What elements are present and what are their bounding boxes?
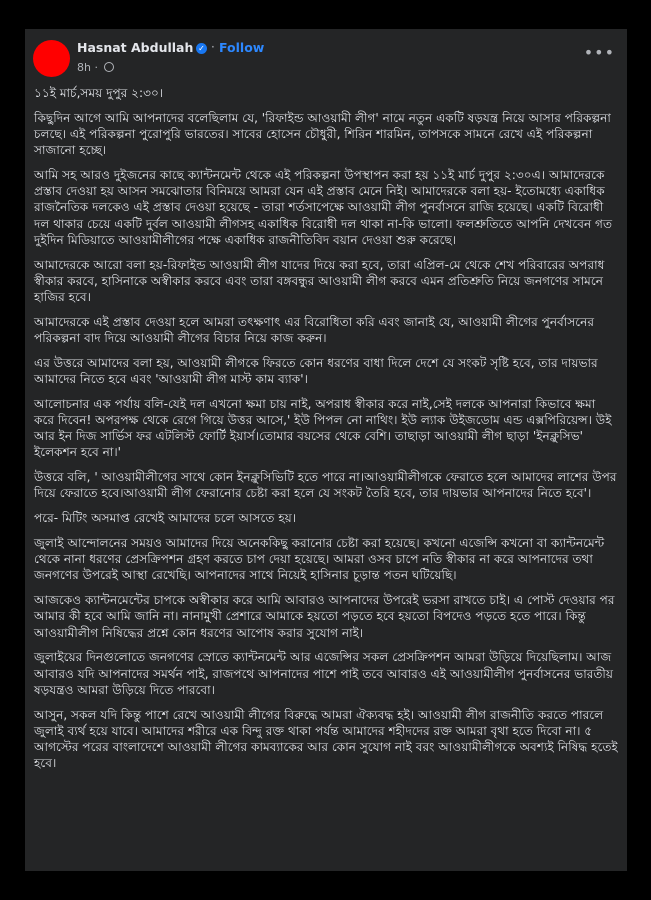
author-name[interactable]: Hasnat Abdullah xyxy=(77,40,194,55)
post-time[interactable]: 8h xyxy=(77,61,91,74)
post-paragraph: কিছুদিন আগে আমি আপনাদের বলেছিলাম যে, 'রিফাইন্ড আওয়ামী লীগ' নামে নতুন একটি ষড়যন্ত্র নিয়ে আসার পরিকল্পনা চলছে। এই পরিকল্পনা পুরোপুরি ভারতের। সাবের হোসেন চৌধুরী, শিরিন শারমিন, তাপসকে সামনে রেখে এই পরিকল্পনা সাজানো হচ্ছে। xyxy=(34,110,611,158)
separator-dot: · xyxy=(211,40,215,54)
post-paragraph: আজকেও ক্যান্টনমেন্টের চাপকে অস্বীকার করে আমি আবারও আপনাদের উপরেই ভরসা রাখতে চাই। এ পোস্ট দেওয়ার পর আমার কী হবে আমি জানি না। নানামুখী প্রেশারে আমাকে হয়তো পড়তে হবে হয়তো বিপদেও পড়তে হতে পারে। কিন্তু আওয়ামীলীগ নিষিদ্ধের প্রশ্নে কোন ধরণের আপোষ করার সুযোগ নাই। xyxy=(34,593,615,640)
verified-badge-icon: ✓ xyxy=(196,43,207,54)
post-header xyxy=(25,29,627,81)
meta-separator: · xyxy=(94,61,98,74)
post-paragraph: জুলাইয়ের দিনগুলোতে জনগণের স্রোতে ক্যান্টনমেন্ট আর এজেন্সির সকল প্রেসক্রিপশন আমরা উড়িয়ে দিয়েছিলাম। আজ আবারও যদি আপনাদের সমর্থন পাই, রাজপথে আপনাদের পাশে পাই তবে আবারও এই আওয়ামীলীগ পুনর্বাসনের ভারতীয় ষড়যন্ত্রও আমরা উড়িয়ে দিতে পারবো। xyxy=(34,650,614,697)
post-paragraph: আসুন, সকল যদি কিন্তু পাশে রেখে আওয়ামী লীগের বিরুদ্ধে আমরা ঐক্যবদ্ধ হই। আওয়ামী লীগ রাজনীতি করতে পারলে জুলাই ব্যর্থ হয়ে যাবে। আমাদের শরীরে এক বিন্দু রক্ত থাকা পর্যন্ত আমাদের শহীদদের রক্ত আমরা বৃথা হতে দিবো না। ৫ আগস্টের পরের বাংলাদেশে আওয়ামী লীগের কামব্যাকের আর কোন সুযোগ নাই বরং আওয়ামীলীগকে অবশ্যই নিষিদ্ধ হতেই হবে। xyxy=(34,707,618,771)
post-paragraph: পরে- মিটিং অসমাপ্ত রেখেই আমাদের চলে আসতে হয়। xyxy=(34,511,297,526)
post-paragraph: ১১ই মার্চ,সময় দুপুর ২:৩০। xyxy=(34,86,164,100)
post-paragraph: আমাদেরকে এই প্রস্তাব দেওয়া হলে আমরা তৎক্ষণাৎ এর বিরোধিতা করি এবং জানাই যে, আওয়ামী লীগের পুনর্বাসনের পরিকল্পনা বাদ দিয়ে আওয়ামী লীগের বিচার নিয়ে কাজ করুন। xyxy=(34,314,595,346)
globe-icon xyxy=(104,62,114,72)
post-meta xyxy=(77,61,114,74)
post-paragraph: আলোচনার এক পর্যায় বলি-যেই দল এখনো ক্ষমা চায় নাই, অপরাধ স্বীকার করে নাই,সেই দলকে আপনারা কিভাবে ক্ষমা করে দিবেন! অপরপক্ষ থেকে রেগে গিয়ে উত্তর আসে,' ইউ পিপল নো নাথিং। ইউ ল্যাক উইজডোম এন্ড এক্সপিরিয়েন্স। উই আর ইন দিজ সার্ভিস ফর এটলিস্ট ফোর্টি ইয়ার্স।তোমার বয়সের থেকে বেশি। তাছাড়া আওয়ামী লীগ ছাড়া 'ইনক্লুসিভ' ইলেকশন হবে না।' xyxy=(34,396,612,460)
avatar[interactable] xyxy=(33,40,70,77)
post-paragraph: আমাদেরকে আরো বলা হয়-রিফাইন্ড আওয়ামী লীগ যাদের দিয়ে করা হবে, তারা এপ্রিল-মে থেকে শেখ পরিবারের অপরাধ স্বীকার করবে, হাসিনাকে অস্বীকার করবে এবং তারা বঙ্গবন্ধুর আওয়ামী লীগ করবে এমন প্রতিশ্রুতি নিয়ে জনগণের সামনে হাজির হবে। xyxy=(34,257,605,305)
post-paragraph: এর উত্তরে আমাদের বলা হয়, আওয়ামী লীগকে ফিরতে কোন ধরণের বাধা দিলে দেশে যে সংকট সৃষ্টি হবে, তার দায়ভার আমাদের নিতে হবে এবং 'আওয়ামী লীগ মাস্ট কাম ব্যাক'। xyxy=(34,355,598,387)
post-paragraph: আমি সহ আরও দুইজনের কাছে ক্যান্টনমেন্ট থেকে এই পরিকল্পনা উপস্থাপন করা হয় ১১ই মার্চ দুপুর ২:৩০এ। আমাদেরকে প্রস্তাব দেওয়া হয় আসন সমঝোতার বিনিময়ে আমরা যেন এই প্রস্তাব মেনে নিই। আমাদেরকে বলা হয়- ইতোমধ্যে একাধিক রাজনৈতিক দলকেও এই প্রস্তাব দেওয়া হয়েছে - তারা শর্তসাপেক্ষে আওয়ামী লীগ পুনর্বাসনে রাজি হয়েছে। একটি বিরোধী দল থাকার চেয়ে একটি দুর্বল আওয়ামী লীগসহ একাধিক বিরোধী দল থাকা না-কি ভালো। ফলশ্রুতিতে আপনি দেখবেন গত দুইদিন মিডিয়াতে আওয়ামীলীগের পক্ষে একাধিক রাজনীতিবিদ বয়ান দেওয়া শুরু করেছে। xyxy=(34,168,613,247)
post-body xyxy=(34,85,618,780)
follow-button[interactable]: Follow xyxy=(219,40,265,55)
more-options-icon[interactable]: ••• xyxy=(583,43,615,62)
post-paragraph: জুলাই আন্দোলনের সময়ও আমাদের দিয়ে অনেককিছু করানোর চেষ্টা করা হয়েছে। কখনো এজেন্সি কখনো বা ক্যান্টনমেন্ট থেকে নানা ধরণের প্রেসক্রিপশন গ্রহণ করতে চাপ দেয়া হয়েছে। আমরা ওসব চাপে নতি স্বীকার না করে আপনাদের তথা জনগণের উপরেই আস্থা রেখেছি। আপনাদের সাথে নিয়েই হাসিনার চূড়ান্ত পতন ঘটিয়েছি। xyxy=(34,536,605,583)
post-paragraph: উত্তরে বলি, ' আওয়ামীলীগের সাথে কোন ইনক্লুসিভিটি হতে পারে না।আওয়ামীলীগকে ফেরাতে হলে আমাদের লাশের উপর দিয়ে ফেরাতে হবে।আওয়ামী লীগ ফেরানোর চেষ্টা করা হলে যে সংকট তৈরি হবে, তার দায়ভার আপনাদের নিতে হবে'। xyxy=(34,470,617,501)
post-card xyxy=(25,29,627,871)
